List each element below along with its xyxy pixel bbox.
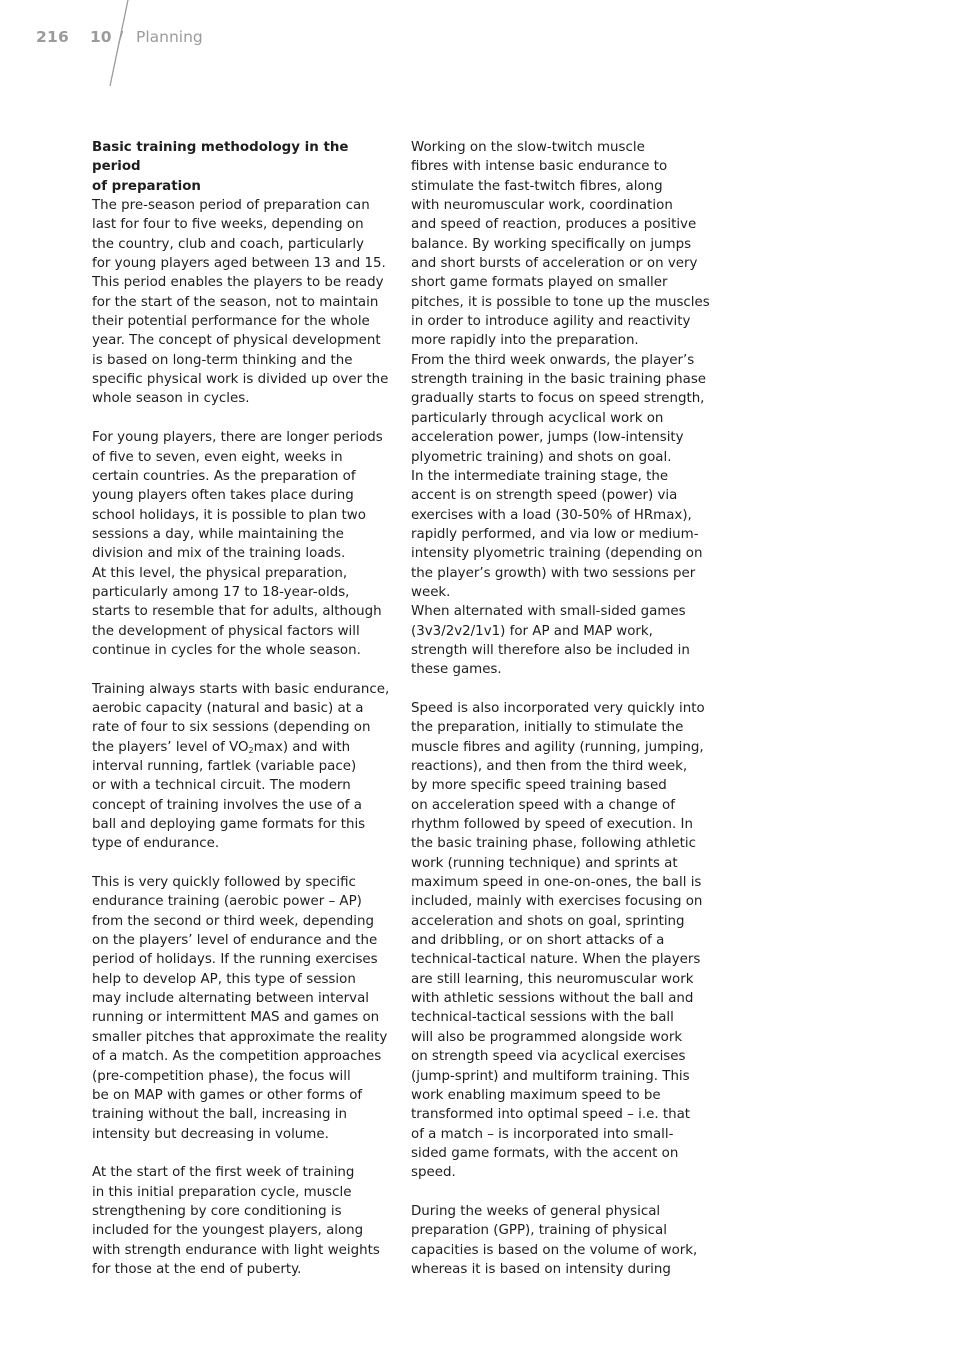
section-heading: Basic training methodology in the period of preparation — [92, 140, 349, 194]
paragraph: When alternated with small-sided games (3v3/2v2/1v1) for AP and MAP work, strength will therefore also be included in these games. — [411, 604, 690, 678]
paragraph: At the start of the first week of training in this initial preparation cycle, muscle strengthening by core conditioning is included for the youngest players, along with strength endurance with light weights for those at the end of puberty. — [92, 1165, 380, 1277]
paragraph-vo2max — [92, 680, 392, 854]
paragraph: Working on the slow-twitch muscle fibres with intense basic endurance to stimulate the fast-twitch fibres, along with neuromuscular work, coordination and speed of reaction, produces a positive balance. By working specifically on jumps and short bursts of acceleration or on very short game formats played on smaller pitches, it is possible to tone up the muscles in order to introduce agility and reactivity more rapidly into the preparation. — [411, 140, 710, 349]
chapter-title: Planning — [136, 28, 203, 46]
paragraph: For young players, there are longer periods of five to seven, even eight, weeks in certain countries. As the preparation of young players often takes place during school holidays, it is possible to plan two sessions a day, while maintaining the division and mix of the training loads. — [92, 430, 383, 562]
page-number: 216 — [36, 28, 69, 46]
paragraph: Speed is also incorporated very quickly into the preparation, initially to stimulate the muscle fibres and agility (running, jumping, reactions), and then from the third week, by more specific speed training based on acceleration speed with a change of rhythm followed by speed of execution. In the basic training phase, following athletic work (running technique) and sprints at maximum speed in one-on-ones, the ball is included, mainly with exercises focusing on acceleration and shots on goal, sprinting and dribbling, or on short attacks of a technical-tactical nature. When the players are still learning, this neuromuscular work with athletic sessions without the ball and technical-tactical sessions with the ball will also be programmed alongside work on strength speed via acyclical exercises (jump-sprint) and multiform training. This work enabling maximum speed to be transformed into optimal speed – i.e. that of a match – is incorporated into small- sided game formats, with the accent on speed. — [411, 700, 705, 1181]
paragraph-text: max) and with interval running, fartlek (variable pace) or with a technical circuit. The modern concept of training involves the use of a ball and deploying game formats for this type of endurance. — [92, 739, 366, 852]
paragraph-text: Training always starts with basic endurance, aerobic capacity (natural and basic) at a rate of four to six sessions (depending on the players’ level of VO — [92, 681, 390, 755]
paragraph: From the third week onwards, the player’s strength training in the basic training phase gradually starts to focus on speed strength, particularly through acyclical work on acceleration power, jumps (low-intensity plyometric training) and shots on goal. — [411, 352, 707, 465]
left-column — [92, 138, 392, 1279]
running-head — [36, 28, 436, 58]
subscript: 2 — [248, 745, 254, 755]
paragraph: During the weeks of general physical preparation (GPP), training of physical capacities is based on the volume of work, whereas it is based on intensity during — [411, 1203, 698, 1277]
paragraph: In the intermediate training stage, the accent is on strength speed (power) via exercises with a load (30-50% of HRmax), rapidly performed, and via low or medium- intensity plyometric training (depending on the player’s growth) with two sessions per week. — [411, 468, 703, 600]
paragraph: This is very quickly followed by specific endurance training (aerobic power – AP) from the second or third week, depending on the players’ level of endurance and the period of holidays. If the running exercises help to develop AP, this type of session may include alternating between interval running or intermittent MAS and games on smaller pitches that approximate the reality of a match. As the competition approaches (pre-competition phase), the focus will be on MAP with games or other forms of training without the ball, increasing in intensity but decreasing in volume. — [92, 875, 388, 1142]
paragraph: The pre-season period of preparation can last for four to five weeks, depending on the country, club and coach, particularly for young players aged between 13 and 15. This period enables the players to be ready for the start of the season, not to maintain their potential performance for the whole year. The concept of physical development is based on long-term thinking and the specific physical work is divided up over the whole season in cycles. — [92, 198, 389, 407]
header-separator: / — [118, 28, 124, 46]
right-column — [411, 138, 711, 1279]
chapter-number: 10 — [90, 28, 112, 46]
paragraph: At this level, the physical preparation, particularly among 17 to 18-year-olds, starts to resemble that for adults, although the development of physical factors will continue in cycles for the whole season. — [92, 565, 382, 658]
